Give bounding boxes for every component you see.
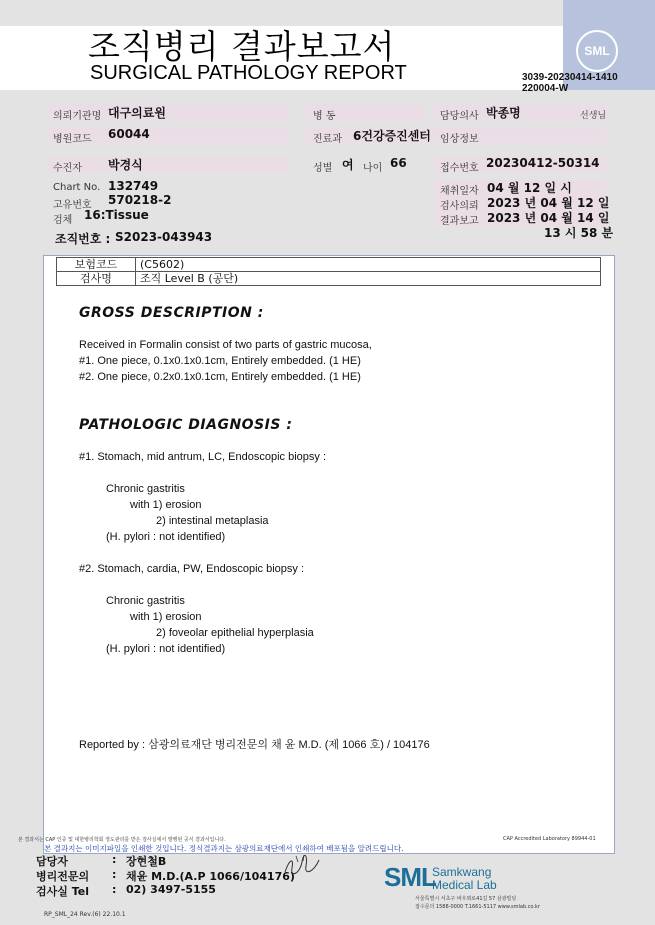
chart-value: 132749 [108,179,159,193]
sex-label: 성별 [313,163,333,174]
tel-label: 검사실 Tel [36,885,89,898]
pathologist-label: 병리전문의 [36,870,90,883]
diagnosis-1-head: #1. Stomach, mid antrum, LC, Endoscopic biopsy : [79,451,327,463]
diagnosis-2-line: (H. pylori : not identified) [106,643,226,655]
samkwang-logo-mark: SML [384,862,436,892]
print-notice: 본 결과지는 이미지파일을 인쇄한 것입니다. 정식결과지는 삼광의료재단에서 인쇄하여 배포됨을 알려드립니다. [44,844,404,853]
receipt-label: 접수번호 [440,163,479,174]
exam-label: 검사명 [57,272,136,286]
hospital-code-value: 60044 [108,127,150,141]
patient-value: 박경식 [108,158,143,172]
unique-value: 570218-2 [108,193,172,207]
diagnosis-2-line: Chronic gastritis [106,595,185,607]
age-label: 나이 [363,163,383,174]
institution-value: 대구의료원 [108,106,166,120]
staff-value: 장현철B [126,855,167,868]
hospital-code-label: 병원코드 [53,134,92,145]
diagnosis-2-line: 2) foveolar epithelial hyperplasia [156,627,314,639]
form-code: RP_SML_24 Rev.(6) 22.10.1 [44,911,126,918]
diagnosis-1-line: Chronic gastritis [106,483,185,495]
logo-name-line2: Medical Lab [432,878,497,892]
reported-by: Reported by : 삼광의료재단 병리전문의 채 윤 M.D. (제 1066 호) / 104176 [79,739,430,751]
table-row [57,272,601,286]
specimen-label: 검체 [53,215,73,226]
collect-label: 채취일자 [440,186,479,197]
table-row [57,258,601,272]
row-bg-patient [48,156,288,172]
diagnosis-1-line: with 1) erosion [130,499,202,511]
dept-label: 진료과 [313,134,342,145]
gross-line: Received in Formalin consist of two parts of gastric mucosa, [79,339,372,351]
gross-title: GROSS DESCRIPTION : [79,305,264,321]
fine-print: 본 결과서는 CAP 인증 및 대한병리학회 정도관리를 받은 검사실에서 발행된 공식 결과서입니다. [18,837,226,843]
receipt-value: 20230412-50314 [486,156,600,170]
tel-value: 02) 3497-5155 [126,883,216,896]
diagnosis-1-line: 2) intestinal metaplasia [156,515,269,527]
report-id-line1: 3039-20230414-1410 [522,72,618,83]
collect-value: 04 월 12 일 시 [487,181,572,195]
age-value: 66 [390,156,407,170]
diagnosis-1-line: (H. pylori : not identified) [106,531,226,543]
institution-label: 의뢰기관명 [53,111,102,122]
specimen-value: 16:Tissue [84,208,149,222]
diagnosis-2-head: #2. Stomach, cardia, PW, Endoscopic biopsy : [79,563,305,575]
ward-label: 병 동 [313,111,336,122]
exam-code-table [56,257,601,286]
colon: : [112,868,117,881]
signature-image [282,852,322,878]
gross-line: #2. One piece, 0.2x0.1x0.1cm, Entirely embedded. (1 HE) [79,371,361,383]
request-label: 검사의뢰 [440,201,479,212]
patient-label: 수진자 [53,163,82,174]
doctor-label: 담당의사 [440,111,479,122]
tissue-no-label: 조직번호 : [55,232,111,246]
insurance-value: (C5602) [136,258,601,272]
insurance-label: 보험코드 [57,258,136,272]
result-time: 13 시 58 분 [544,226,614,240]
colon: : [112,883,117,896]
gross-line: #1. One piece, 0.1x0.1x0.1cm, Entirely embedded. (1 HE) [79,355,361,367]
tissue-no-value: S2023-043943 [115,230,213,244]
sex-value: 여 [342,158,354,172]
sml-logo-badge: SML [576,30,618,72]
report-id-line2: 220004-W [522,83,569,94]
diagnosis-title: PATHOLOGIC DIAGNOSIS : [79,417,293,433]
report-title-english: SURGICAL PATHOLOGY REPORT [90,62,407,84]
report-id [522,72,652,94]
lab-contact: 접수문의 1588-0000 T.1661-5117 www.smlab.co.kr [415,904,540,910]
lab-address: 서울특별시 서초구 바우뫼로41길 57 삼광빌딩 [415,896,517,902]
dept-value: 6건강증진센터 [353,129,431,143]
pathologist-value: 채윤 M.D.(A.P 1066/104176) [126,870,295,883]
report-title-korean: 조직병리 결과보고서 [88,27,396,66]
doctor-value: 박종명 [486,106,521,120]
staff-label: 담당자 [36,855,68,868]
exam-value: 조직 Level B (공단) [136,272,601,286]
diagnosis-2-line: with 1) erosion [130,611,202,623]
cap-accreditation: CAP Accredited Laboratory 89944-01 [503,836,596,842]
result-value: 2023 년 04 월 14 일 [487,211,610,225]
samkwang-logo-name [432,866,497,892]
unique-label: 고유번호 [53,200,92,211]
colon: : [112,853,117,866]
request-value: 2023 년 04 월 12 일 [487,196,610,210]
logo-name-line1: Samkwang [432,865,492,879]
doctor-suffix: 선생님 [580,111,607,121]
chart-label: Chart No. [53,182,101,193]
clinical-label: 임상정보 [440,134,479,145]
result-label: 결과보고 [440,216,479,227]
